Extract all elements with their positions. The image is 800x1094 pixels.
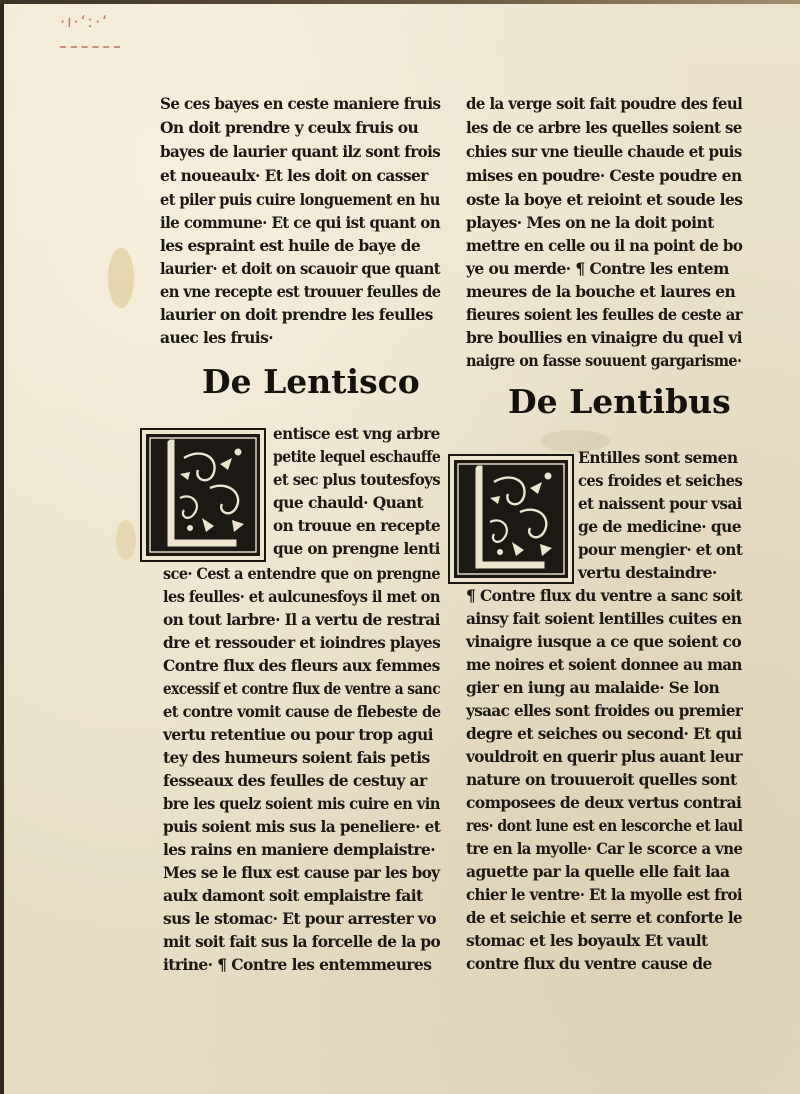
text-line: petite lequel eschauffe <box>273 447 441 466</box>
text-line: Se ces bayes en ceste maniere fruis <box>160 94 441 113</box>
page-edge-shadow <box>0 0 4 1094</box>
text-line: mises en poudre· Ceste poudre en <box>466 166 742 185</box>
text-line: gier en iung au malaide· Se lon <box>466 678 720 697</box>
decorated-initial-letter <box>140 428 266 562</box>
text-line: les espraint est huile de baye de <box>160 236 421 255</box>
text-line: bre les quelz soient mis cuire en vin <box>163 794 440 813</box>
text-line: aguette par la quelle elle fait laa <box>466 862 730 881</box>
text-line: degre et seiches ou second· Et qui <box>466 724 742 743</box>
text-line: ile commune· Et ce qui ist quant on <box>160 213 441 232</box>
text-line: en vne recepte est trouuer feulles de <box>160 282 441 301</box>
text-line: Contre flux des fleurs aux femmes <box>163 656 440 675</box>
page-stain <box>108 248 134 308</box>
text-line: On doit prendre y ceulx fruis ou <box>160 118 419 137</box>
text-line: et contre vomit cause de flebeste de <box>163 702 441 721</box>
text-line: les rains en maniere demplaistre· <box>163 840 436 859</box>
text-line: que chauld· Quant <box>273 493 423 512</box>
text-line: que on prengne lenti <box>273 539 440 558</box>
section-heading-lentisco: De Lentisco <box>202 362 420 401</box>
text-line: mettre en celle ou il na point de bo <box>466 236 743 255</box>
text-line: itrine· ¶ Contre les entemmeures <box>163 955 432 974</box>
text-line: oste la boye et reioint et soude les <box>466 190 743 209</box>
text-line: on tout larbre· Il a vertu de restrai <box>163 610 440 629</box>
text-line: mit soit fait sus la forcelle de la po <box>163 932 441 951</box>
text-line: pour mengier· et ont <box>578 540 743 559</box>
text-line: entisce est vng arbre <box>273 424 440 443</box>
text-line: playes· Mes on ne la doit point <box>466 213 714 232</box>
marginal-marks: ·ı·ʻː·ʻ <box>60 12 110 31</box>
text-line: bayes de laurier quant ilz sont frois <box>160 142 441 161</box>
page-top-edge <box>0 0 800 4</box>
text-line: vinaigre iusque a ce que soient co <box>466 632 742 651</box>
text-line: puis soient mis sus la peneliere· et <box>163 817 441 836</box>
floral-initial-icon <box>448 454 574 584</box>
text-line: sus le stomac· Et pour arrester vo <box>163 909 437 928</box>
text-line: aulx damont soit emplaistre fait <box>163 886 423 905</box>
text-line: ¶ Contre flux du ventre a sanc soit <box>466 586 742 605</box>
text-line: et piler puis cuire longuement en hu <box>160 190 440 209</box>
text-line: nature on trouueroit quelles sont <box>466 770 737 789</box>
text-line: sce· Cest a entendre que on prengne <box>163 564 441 583</box>
text-line: ysaac elles sont froides ou premier <box>466 701 743 720</box>
text-line: laurier· et doit on scauoir que quant <box>160 259 441 278</box>
text-line: meures de la bouche et laures en <box>466 282 736 301</box>
text-line: vertu retentiue ou pour trop agui <box>163 725 433 744</box>
marginal-line <box>60 46 120 48</box>
text-line: Entilles sont semen <box>578 448 738 467</box>
text-line: et noueaulx· Et les doit on casser <box>160 166 428 185</box>
text-line: bre boullies en vinaigre du quel vi <box>466 328 742 347</box>
text-line: de la verge soit fait poudre des feul <box>466 94 743 113</box>
text-line: dre et ressouder et ioindres playes <box>163 633 441 652</box>
text-line: ye ou merde· ¶ Contre les entem <box>466 259 729 278</box>
text-line: ainsy fait soient lentilles cuites en <box>466 609 742 628</box>
text-line: tey des humeurs soient fais petis <box>163 748 430 767</box>
text-line: composees de deux vertus contrai <box>466 793 742 812</box>
text-line: naigre on fasse souuent gargarisme· <box>466 351 742 370</box>
text-line: les de ce arbre les quelles soient se <box>466 118 742 137</box>
text-line: me noires et soient donnee au man <box>466 655 742 674</box>
text-line: contre flux du ventre cause de <box>466 954 712 973</box>
text-line: chier le ventre· Et la myolle est froi <box>466 885 743 904</box>
page-stain <box>116 520 136 560</box>
text-line: de et seichie et serre et conforte le <box>466 908 743 927</box>
text-line: stomac et les boyaulx Et vault <box>466 931 708 950</box>
text-line: excessif et contre flux de ventre a sanc <box>163 679 441 698</box>
section-heading-lentibus: De Lentibus <box>508 382 731 421</box>
text-line: chies sur vne tieulle chaude et puis <box>466 142 742 161</box>
text-line: et naissent pour vsai <box>578 494 742 513</box>
text-line: Mes se le flux est cause par les boy <box>163 863 440 882</box>
text-line: ge de medicine· que <box>578 517 741 536</box>
text-line: tre en la myolle· Car le scorce a vne <box>466 839 743 858</box>
text-line: on trouue en recepte <box>273 516 441 535</box>
decorated-initial-letter <box>448 454 574 584</box>
text-line: auec les fruis· <box>160 328 273 347</box>
text-line: les feulles· et aulcunesfoys il met on <box>163 587 440 606</box>
text-line: fesseaux des feulles de cestuy ar <box>163 771 427 790</box>
text-line: vouldroit en querir plus auant leur <box>466 747 742 766</box>
text-line: res· dont lune est en lescorche et laul <box>466 816 743 835</box>
text-line: laurier on doit prendre les feulles <box>160 305 433 324</box>
text-line: fieures soient les feulles de ceste ar <box>466 305 742 324</box>
floral-initial-icon <box>140 428 266 562</box>
text-line: et sec plus toutesfoys <box>273 470 441 489</box>
text-line: vertu destaindre· <box>578 563 717 582</box>
text-line: ces froides et seiches <box>578 471 743 490</box>
